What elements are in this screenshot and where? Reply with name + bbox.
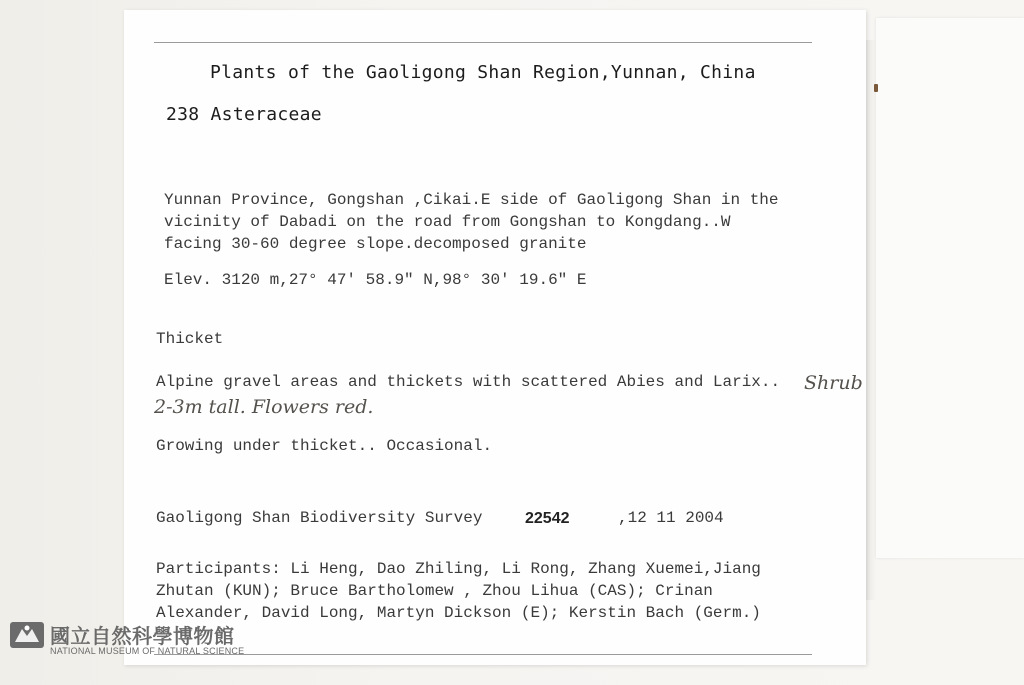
handwritten-note-shrub: Shrub	[804, 372, 863, 394]
edge-mark	[874, 84, 878, 92]
habitat-description: Alpine gravel areas and thickets with scattered Abies and Larix..	[156, 373, 781, 391]
survey-name: Gaoligong Shan Biodiversity Survey	[156, 509, 483, 527]
locality-line-1: Yunnan Province, Gongshan ,Cikai.E side of Gaoligong Shan in the	[164, 191, 779, 209]
handwritten-note-size-flowers: 2-3m tall. Flowers red.	[154, 396, 374, 418]
museum-watermark	[10, 620, 270, 660]
elevation-coordinates: Elev. 3120 m,27° 47′ 58.9″ N,98° 30′ 19.6″ E	[164, 271, 587, 289]
locality-line-3: facing 30-60 degree slope.decomposed granite	[164, 235, 587, 253]
adjacent-paper-sheet	[876, 18, 1024, 558]
collection-date: ,12 11 2004	[618, 509, 724, 527]
participants-line-3: Alexander, David Long, Martyn Dickson (E); Kerstin Bach (Germ.)	[156, 604, 761, 622]
family-name: 238 Asteraceae	[166, 104, 322, 125]
paper-shadow	[866, 40, 876, 600]
locality-line-2: vicinity of Dabadi on the road from Gongshan to Kongdang..W	[164, 213, 731, 231]
participants-line-2: Zhutan (KUN); Bruce Bartholomew , Zhou Lihua (CAS); Crinan	[156, 582, 713, 600]
museum-name-english: NATIONAL MUSEUM OF NATURAL SCIENCE	[50, 646, 245, 656]
participants-line-1: Participants: Li Heng, Dao Zhiling, Li Rong, Zhang Xuemei,Jiang	[156, 560, 761, 578]
specimen-label	[124, 10, 866, 665]
collection-number: 22542	[525, 510, 570, 527]
habitat-type: Thicket	[156, 330, 224, 348]
top-rule	[154, 42, 812, 43]
museum-logo-icon	[10, 622, 44, 648]
growth-note: Growing under thicket.. Occasional.	[156, 437, 493, 455]
label-title: Plants of the Gaoligong Shan Region,Yunnan, China	[210, 62, 756, 83]
museum-name-chinese: 國立自然科學博物館	[50, 624, 235, 648]
